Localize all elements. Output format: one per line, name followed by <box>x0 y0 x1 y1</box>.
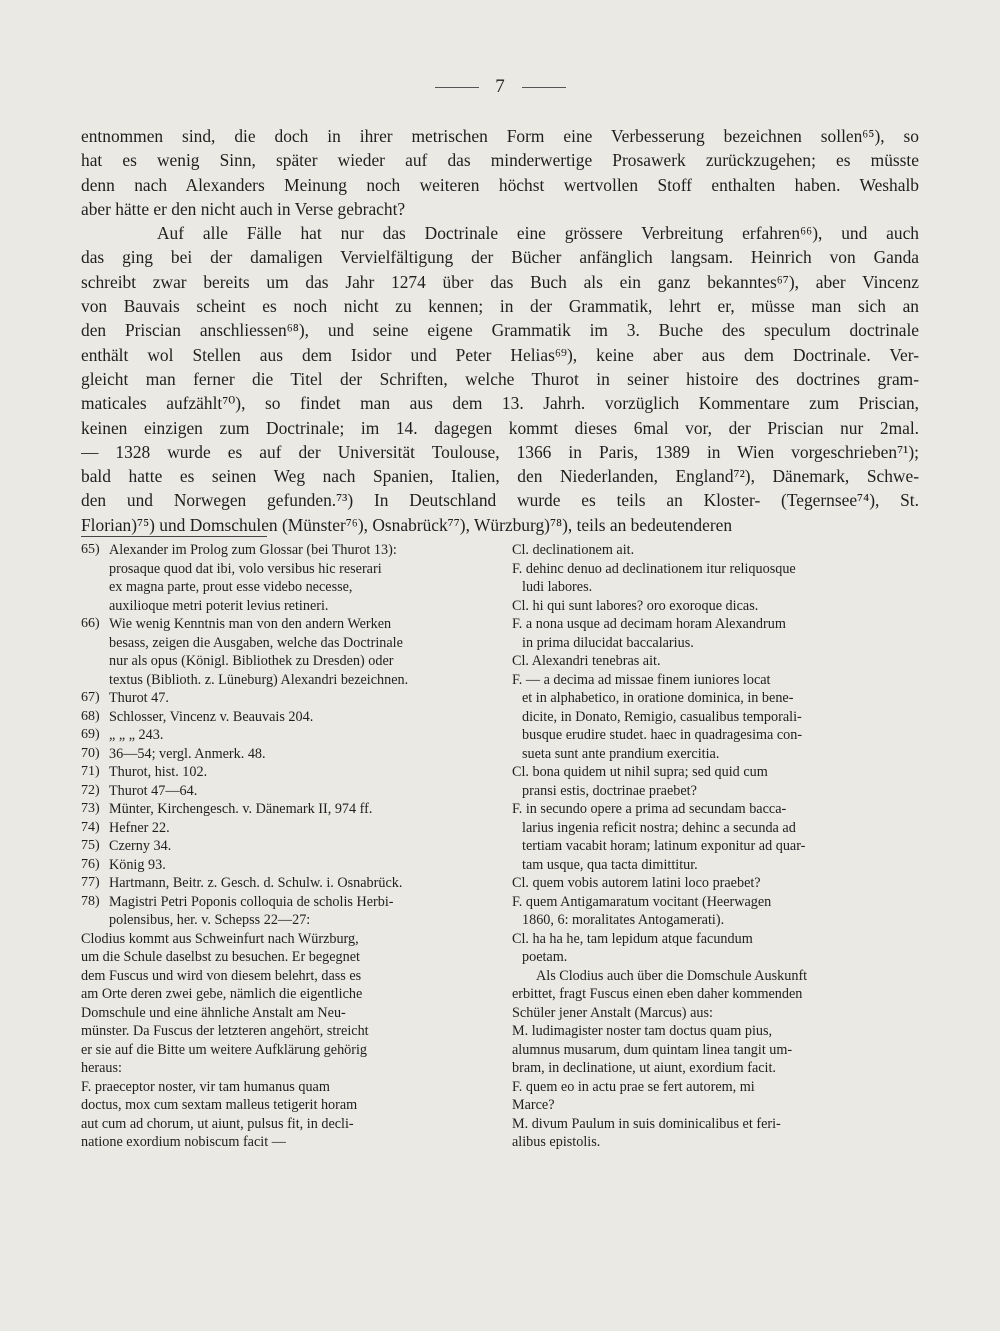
colloquy-line: Cl. ha ha he, tam lepidum atque facundum <box>512 930 753 947</box>
footnote-78-continuation-line: natione exordium nobiscum facit — <box>81 1134 286 1150</box>
colloquy-line: poetam. <box>522 949 568 965</box>
footnote-number: 74) <box>81 819 100 835</box>
footnote-number: 73) <box>81 801 100 816</box>
colloquy-line: Als Clodius auch über die Domschule Auskunft <box>536 967 808 984</box>
colloquy-line: Schüler jener Anstalt (Marcus) aus: <box>512 1004 713 1021</box>
footnote-line: besass, zeigen die Ausgaben, welche das Doctrinale <box>109 634 403 651</box>
footnote-line: Münter, Kirchengesch. v. Dänemark II, 974 ff. <box>109 801 373 817</box>
colloquy-line: tertiam vacabit horam; latinum exponitur ad quar- <box>522 838 806 854</box>
footnote-text <box>109 782 491 801</box>
body-line: das ging bei der damaligen Vervielfältigung der Bücher anfänglich langsam. Heinrich von Ganda <box>81 247 919 268</box>
footnote-number: 78) <box>81 893 100 909</box>
body-line: — 1328 wurde es auf der Universität Toulouse, 1366 in Paris, 1389 in Wien vorgeschrieben⁷¹); <box>81 441 919 462</box>
footnote-line: Hartmann, Beitr. z. Gesch. d. Schulw. i. Osnabrück. <box>109 875 403 891</box>
footnote-line: Hefner 22. <box>109 819 170 836</box>
body-line: gleicht man ferner die Titel der Schriften, welche Thurot in seiner histoire des doctrines gram- <box>81 368 919 389</box>
footnote-text <box>109 819 491 838</box>
colloquy-line: Cl. declinationem ait. <box>512 542 635 558</box>
colloquy-line: alumnus musarum, dum quintam linea tangit um- <box>512 1041 793 1058</box>
footnote-line: Thurot 47. <box>109 690 169 706</box>
footnote-number: 67) <box>81 690 100 705</box>
body-line: schreibt zwar bereits um das Jahr 1274 über das Buch als ein ganz bekanntes⁶⁷), aber Vincenz <box>81 271 919 292</box>
footnote-78-continuation-line: er sie auf die Bitte um weitere Aufklärung gehörig <box>81 1041 368 1058</box>
colloquy-line: M. divum Paulum in suis dominicalibus et feri- <box>512 1115 781 1132</box>
colloquy-line: Cl. quem vobis autorem latini loco praebet? <box>512 875 761 891</box>
colloquy-line: Cl. bona quidem ut nihil supra; sed quid cum <box>512 764 768 780</box>
colloquy-line: in prima dilucidat baccalarius. <box>522 634 694 651</box>
body-line: Auf alle Fälle hat nur das Doctrinale eine grössere Verbreitung erfahren⁶⁶), und auch <box>157 223 919 244</box>
footnote <box>81 745 491 764</box>
footnote-number: 71) <box>81 764 100 779</box>
footnote <box>81 782 491 801</box>
body-line: enthält wol Stellen aus dem Isidor und Peter Helias⁶⁹), keine aber aus dem Doctrinale. Ver- <box>81 344 919 365</box>
body-line: maticales aufzählt⁷⁰), so findet man aus dem 13. Jahrh. vorzüglich Kommentare zum Priscian, <box>81 393 919 414</box>
footnote-78-continuation-line: Domschule und eine ähnliche Anstalt am Neu- <box>81 1004 346 1021</box>
footnote-text <box>109 893 491 930</box>
colloquy-line: F. in secundo opere a prima ad secundam bacca- <box>512 801 787 817</box>
footnote-text <box>109 708 491 727</box>
colloquy-line: Cl. hi qui sunt labores? oro exoroque dicas. <box>512 597 759 614</box>
footnote-line: Magistri Petri Poponis colloquia de scholis Herbi- <box>109 893 394 910</box>
footnote <box>81 726 491 745</box>
footnote-78-continuation-line: Clodius kommt aus Schweinfurt nach Würzburg, <box>81 930 359 947</box>
footnote-number: 76) <box>81 856 100 872</box>
colloquy-line: erbittet, fragt Fuscus einen eben daher kommenden <box>512 986 803 1002</box>
footnote-78-continuation-line: doctus, mox cum sextam malleus tetigerit horam <box>81 1097 358 1113</box>
colloquy-line: F. quem eo in actu prae se fert autorem, mi <box>512 1078 755 1095</box>
colloquy-line: dicite, in Donato, Remigio, casualibus temporali- <box>522 708 802 725</box>
body-line: keinen einzigen zum Doctrinale; im 14. dagegen kommt dieses 6mal vor, der Priscian nur 2mal. <box>81 417 919 438</box>
footnote-number: 75) <box>81 838 100 853</box>
footnote-text <box>109 726 491 745</box>
body-line: denn nach Alexanders Meinung noch weiteren höchst wertvollen Stoff enthalten haben. Weshalb <box>81 174 919 195</box>
footnote <box>81 615 491 689</box>
footnote-line: 36—54; vergl. Anmerk. 48. <box>109 745 266 762</box>
body-text <box>81 124 919 537</box>
footnote-line: Alexander im Prolog zum Glossar (bei Thurot 13): <box>109 542 397 558</box>
footnote-line: Schlosser, Vincenz v. Beauvais 204. <box>109 708 314 725</box>
footnote-line: Thurot 47—64. <box>109 782 198 799</box>
colloquy-line: bram, in declinatione, ut aiunt, exordium facit. <box>512 1060 776 1076</box>
body-line: hat es wenig Sinn, später wieder auf das minderwertige Prosawerk zurückzugehen; es müsste <box>81 150 919 171</box>
colloquy-line: busque erudire studet. haec in quadragesima con- <box>522 727 803 743</box>
footnote-78-continuation-line: dem Fuscus und wird von diesem belehrt, dass es <box>81 967 362 984</box>
footnotes-right-column <box>512 541 918 1152</box>
footnote-line: textus (Biblioth. z. Lüneburg) Alexandri bezeichnen. <box>109 671 409 688</box>
footnote-number: 68) <box>81 708 100 724</box>
footnote-number: 69) <box>81 727 100 742</box>
footnote <box>81 763 491 782</box>
footnote-text <box>109 689 491 708</box>
page-number <box>0 76 1000 98</box>
colloquy-line: F. — a decima ad missae finem iuniores locat <box>512 671 771 688</box>
colloquy-line: pransi estis, doctrinae praebet? <box>522 782 697 799</box>
footnote-78-continuation-line: F. praeceptor noster, vir tam humanus quam <box>81 1078 330 1095</box>
footnote-text <box>109 615 491 689</box>
colloquy-line: M. ludimagister noster tam doctus quam pius, <box>512 1023 773 1039</box>
footnote <box>81 856 491 875</box>
page-number-rule-left <box>435 87 479 88</box>
colloquy-line: sueta sunt ante prandium exercitia. <box>522 745 720 762</box>
colloquy-line: F. dehinc denuo ad declinationem itur reliquosque <box>512 560 796 577</box>
footnote-number: 72) <box>81 782 100 798</box>
body-line: bald hatte es seinen Weg nach Spanien, Italien, den Niederlanden, England⁷²), Dänemark, Schwe- <box>81 466 919 487</box>
footnote-line: auxilioque metri poterit levius retineri. <box>109 597 329 614</box>
footnote-78-continuation-line: aut cum ad chorum, ut aiunt, pulsus fit, in decli- <box>81 1115 354 1132</box>
colloquy-line: Marce? <box>512 1097 555 1113</box>
colloquy-line: ludi labores. <box>522 579 593 595</box>
colloquy-line: et in alphabetico, in oratione dominica, in bene- <box>522 690 794 706</box>
footnote-line: Wie wenig Kenntnis man von den andern Werken <box>109 616 392 632</box>
footnote-text <box>109 874 491 893</box>
body-line: von Bauvais scheint es noch nicht zu kennen; in der Grammatik, lehrt er, müsse man sich an <box>81 296 919 317</box>
footnote-78-continuation-line: um die Schule daselbst zu besuchen. Er begegnet <box>81 949 360 965</box>
footnote-number: 66) <box>81 616 100 631</box>
footnote-78-continuation-line: heraus: <box>81 1060 122 1076</box>
footnote <box>81 837 491 856</box>
body-line: den und Norwegen gefunden.⁷³) In Deutschland wurde es teils an Kloster- (Tegernsee⁷⁴), St. <box>81 490 919 511</box>
body-line: entnommen sind, die doch in ihrer metrischen Form eine Verbesserung bezeichnen sollen⁶⁵), so <box>81 126 919 146</box>
footnote <box>81 541 491 615</box>
footnote-text <box>109 856 491 875</box>
colloquy-line: alibus epistolis. <box>512 1134 601 1150</box>
footnote-line: nur als opus (Königl. Bibliothek zu Dresden) oder <box>109 653 394 669</box>
footnote-78-continuation-line: münster. Da Fuscus der letzteren angehört, streicht <box>81 1023 369 1039</box>
colloquy-line: larius ingenia reficit nostra; dehinc a secunda ad <box>522 819 796 836</box>
footnote-text <box>109 800 491 819</box>
footnote-text <box>109 837 491 856</box>
body-line: den Priscian anschliessen⁶⁸), und seine eigene Grammatik im 3. Buche des speculum doctrinale <box>81 320 919 341</box>
colloquy-line: 1860, 6: moralitates Antogamerati). <box>522 912 725 928</box>
page-number-text: 7 <box>495 76 505 97</box>
footnote <box>81 819 491 838</box>
footnote <box>81 874 491 893</box>
footnote-line: Thurot, hist. 102. <box>109 764 208 780</box>
colloquy-line: tam usque, qua tacta dimittitur. <box>522 856 698 873</box>
footnote <box>81 893 491 930</box>
footnote-78-continuation-line: am Orte deren zwei gebe, nämlich die eigentliche <box>81 986 363 1002</box>
footnote-text <box>109 745 491 764</box>
footnote <box>81 800 491 819</box>
colloquy-line: F. a nona usque ad decimam horam Alexandrum <box>512 616 786 632</box>
footnote-rule <box>81 536 267 537</box>
footnote-line: polensibus, her. v. Schepss 22—27: <box>109 912 311 928</box>
footnote-line: König 93. <box>109 856 166 873</box>
footnotes-left-column <box>81 541 491 1152</box>
footnote-line: prosaque quod dat ibi, volo versibus hic reserari <box>109 560 382 577</box>
footnote <box>81 689 491 708</box>
footnote-line: Czerny 34. <box>109 838 172 854</box>
colloquy-line: F. quem Antigamaratum vocitant (Heerwagen <box>512 893 772 910</box>
colloquy-line: Cl. Alexandri tenebras ait. <box>512 653 661 669</box>
page-number-rule-right <box>522 87 566 88</box>
footnote-number: 77) <box>81 875 100 890</box>
body-line: Florian)⁷⁵) und Domschulen (Münster⁷⁶), Osnabrück⁷⁷), Würzburg)⁷⁸), teils an bedeutenderen <box>81 514 733 535</box>
footnote-line: „ „ „ 243. <box>109 727 164 743</box>
footnote-number: 65) <box>81 542 100 557</box>
body-line: aber hätte er den nicht auch in Verse gebracht? <box>81 198 406 219</box>
footnote-line: ex magna parte, prout esse videbo necesse, <box>109 579 353 595</box>
footnote-text <box>109 541 491 615</box>
footnote-number: 70) <box>81 745 100 761</box>
footnote <box>81 708 491 727</box>
footnote-text <box>109 763 491 782</box>
